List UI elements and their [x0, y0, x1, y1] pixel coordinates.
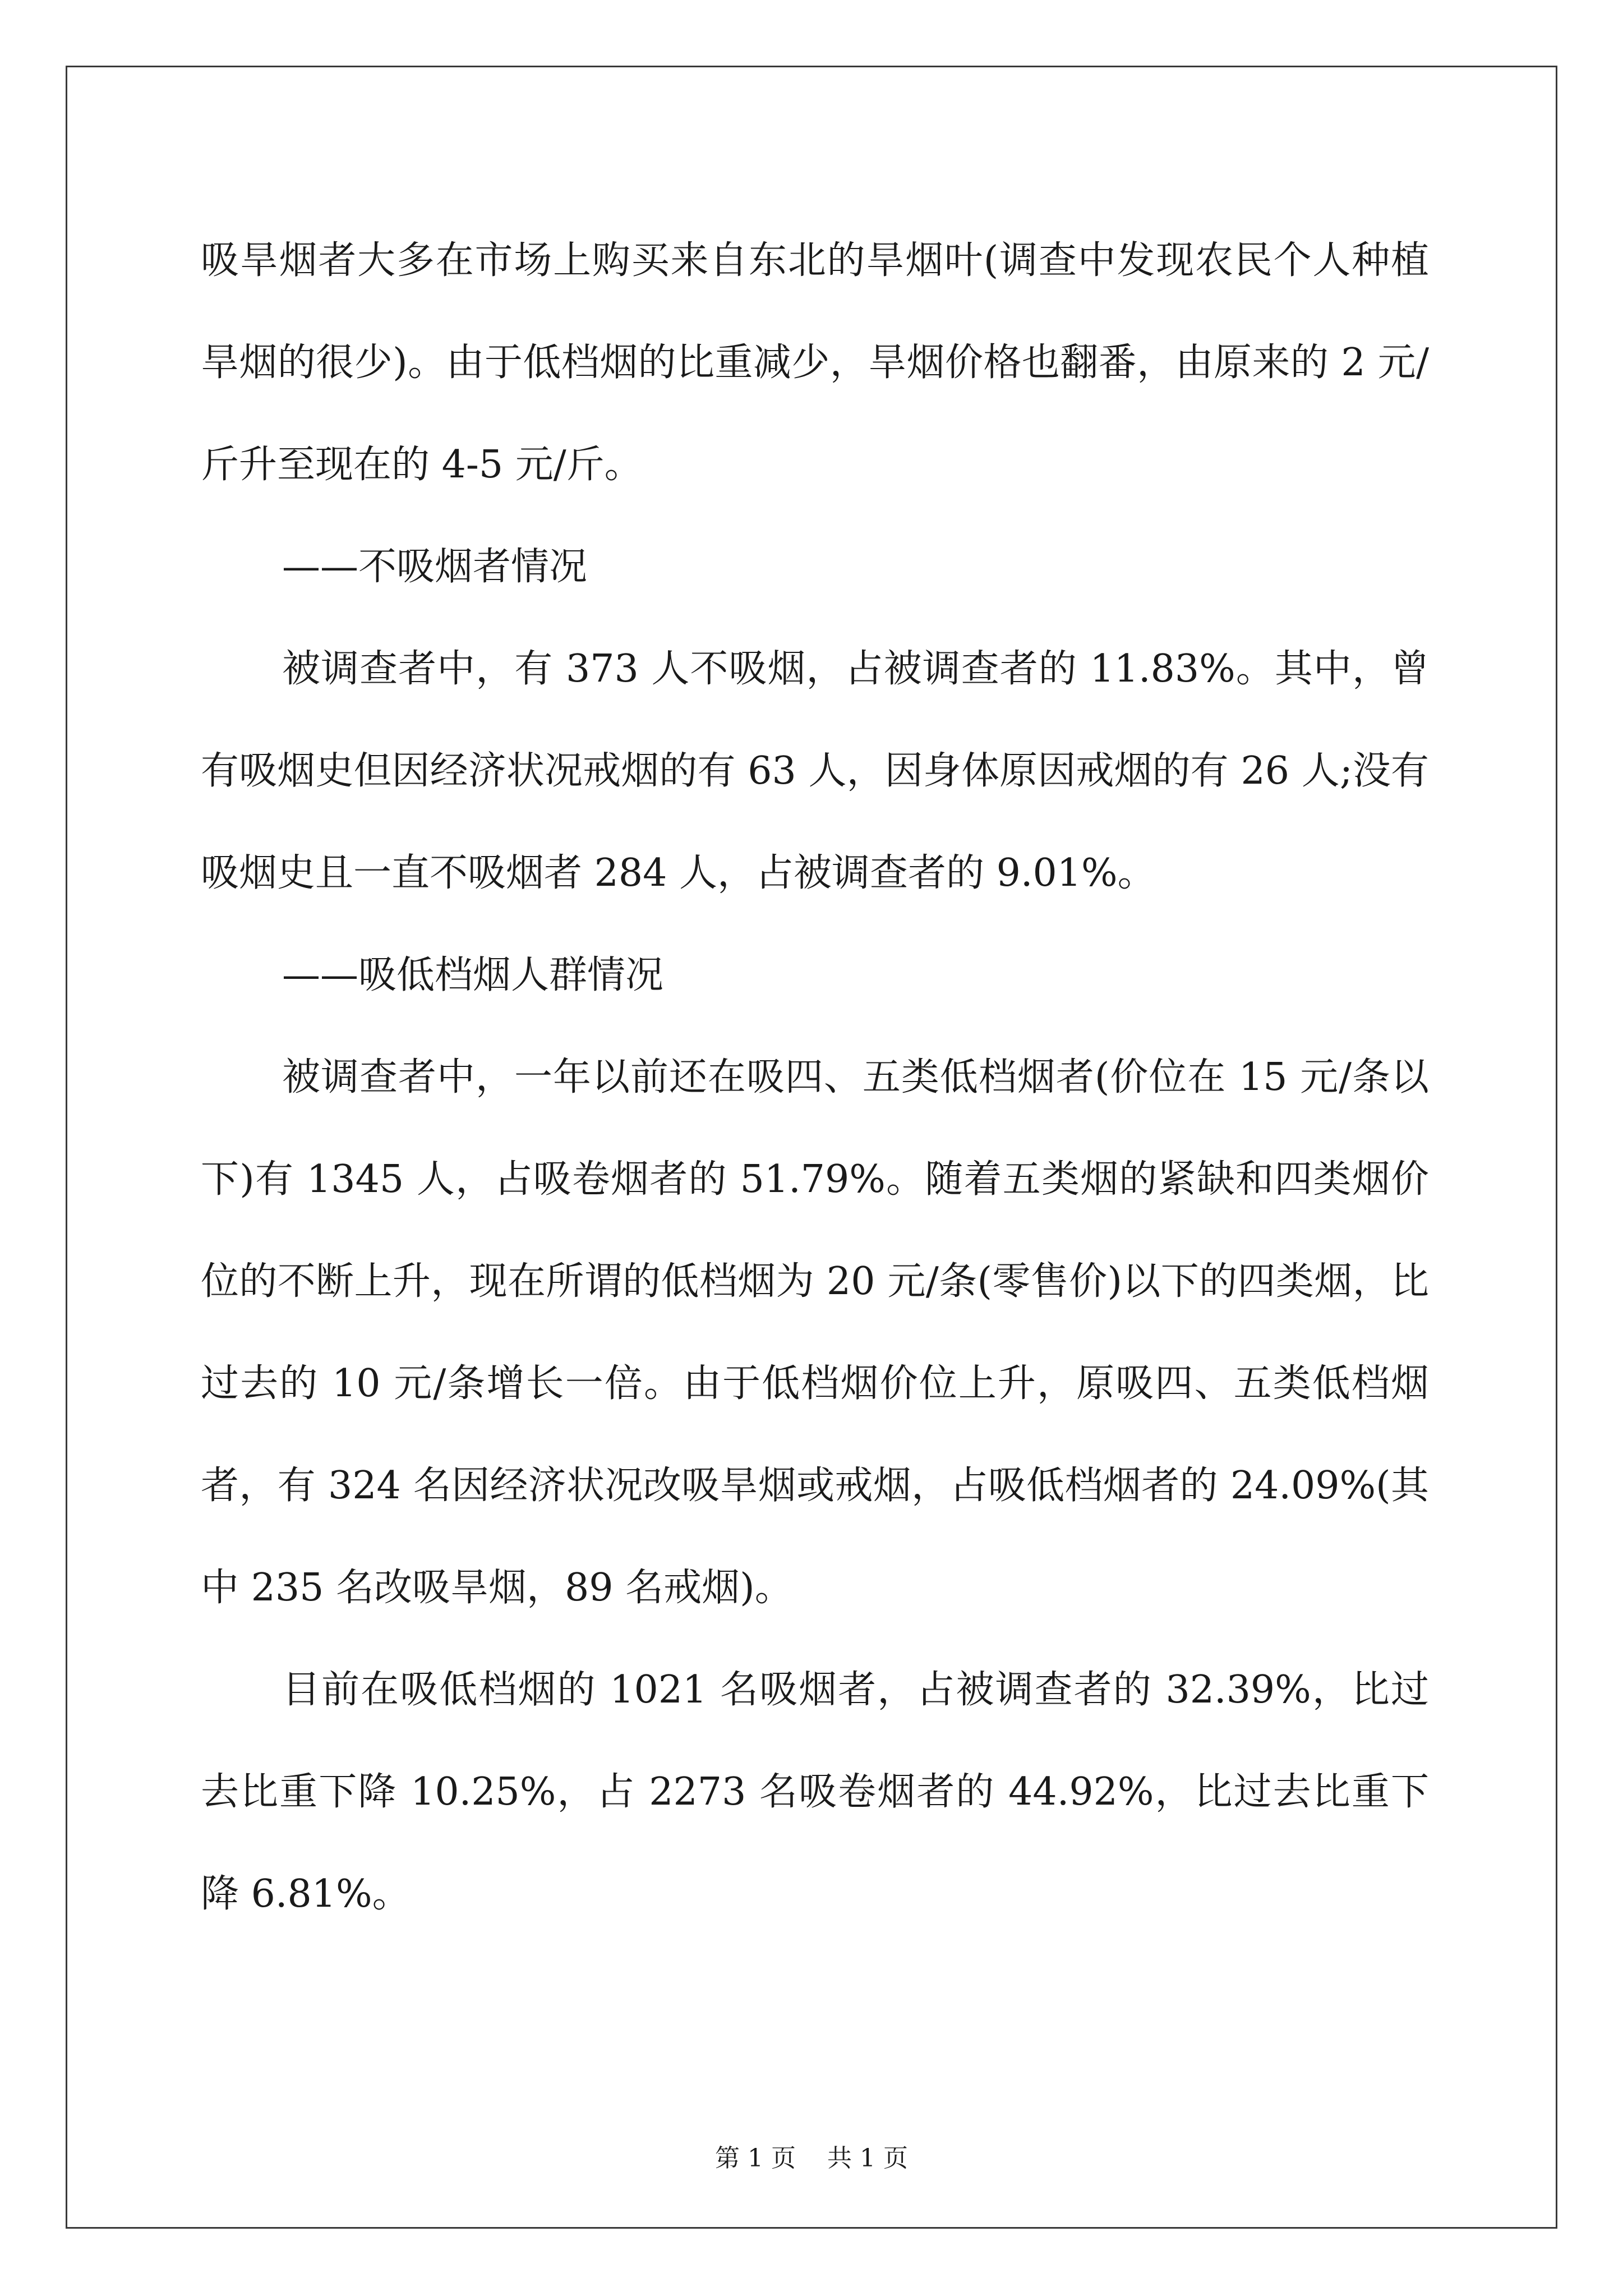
- document-body: [201, 210, 1429, 1945]
- paragraph-non-smokers: 被调查者中，有 373 人不吸烟，占被调查者的 11.83%。其中，曾有吸烟史但因经济状况戒烟的有 63 人，因身体原因戒烟的有 26 人;没有吸烟史且一直不吸烟者 284 人，占被调查者的 9.01%。: [201, 647, 1429, 895]
- paragraph-low-grade-smokers: 被调查者中，一年以前还在吸四、五类低档烟者(价位在 15 元/条以下)有 1345 人，占吸卷烟者的 51.79%。随着五类烟的紧缺和四类烟价位的不断上升，现在所谓的低档烟为 20 元/条(零售价)以下的四类烟，比过去的 10 元/条增长一倍。由于低档烟价位上升，原吸四、五类低档烟者，有 324 名因经济状况改吸旱烟或戒烟，占吸低档烟者的 24.09%(其中 235 名改吸旱烟，89 名戒烟)。: [201, 1055, 1429, 1610]
- paragraph-1: 吸旱烟者大多在市场上购买来自东北的旱烟叶(调查中发现农民个人种植旱烟的很少)。由于低档烟的比重减少，旱烟价格也翻番，由原来的 2 元/斤升至现在的 4-5 元/斤。: [201, 238, 1429, 487]
- section-heading-low-grade-smokers: ——吸低档烟人群情况: [282, 953, 664, 997]
- paragraph-current-low-grade: 目前在吸低档烟的 1021 名吸烟者，占被调查者的 32.39%，比过去比重下降 10.25%，占 2273 名吸卷烟者的 44.92%，比过去比重下降 6.81%。: [201, 1668, 1429, 1916]
- page-number-total: 共 1 页: [827, 2144, 908, 2173]
- section-heading-non-smokers: ——不吸烟者情况: [282, 545, 588, 589]
- page-footer: [0, 2142, 1623, 2175]
- page-number-current: 第 1 页: [715, 2144, 796, 2173]
